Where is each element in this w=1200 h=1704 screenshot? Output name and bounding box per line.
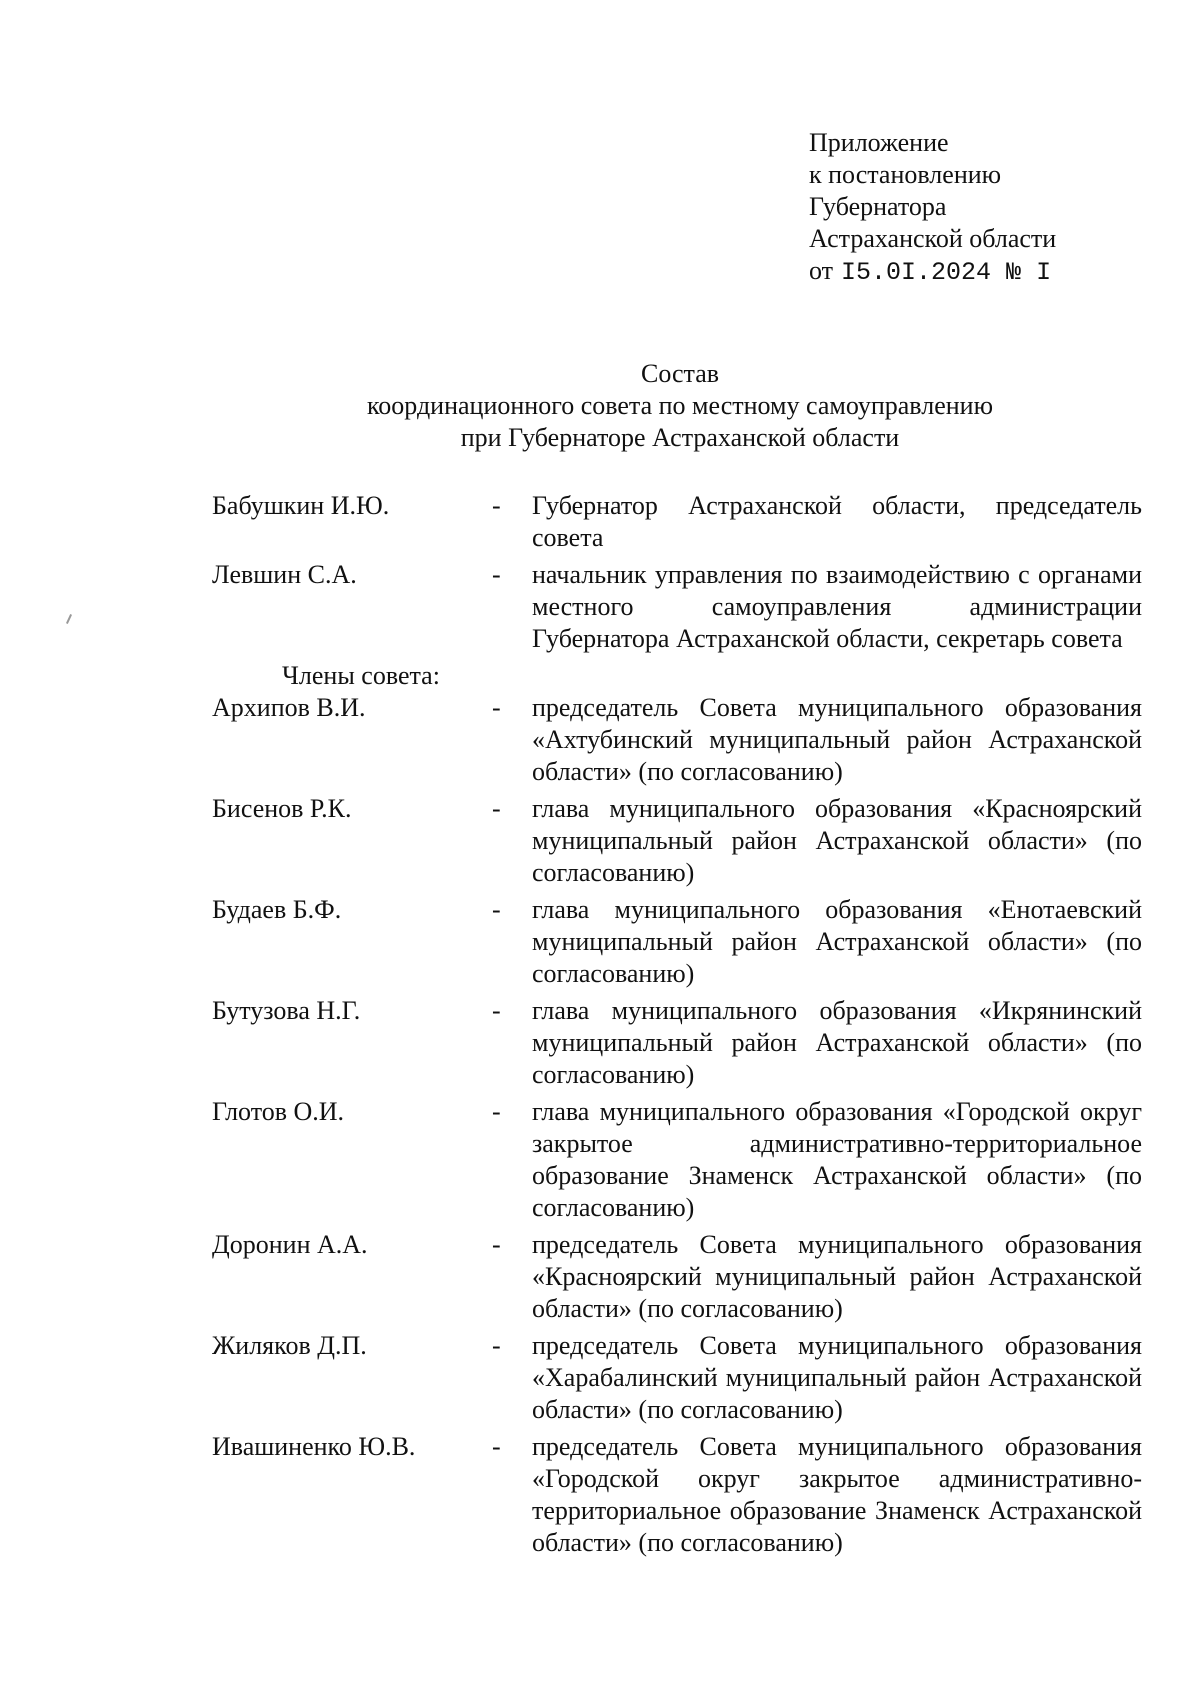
member-role: глава муниципального образования «Городской округ закрытое административно-территориальное образование Знаменск Астраханской области» (по согласованию) [532, 1097, 1142, 1222]
member-dash: - [492, 1097, 501, 1126]
title-line-3: при Губернаторе Астраханской области [460, 423, 900, 452]
member-name: Бутузова Н.Г. [212, 996, 361, 1025]
member-dash: - [492, 895, 501, 924]
member-role: Губернатор Астраханской области, председатель совета [532, 491, 1142, 552]
appendix-date-row [809, 255, 1169, 289]
member-role: глава муниципального образования «Икрянинский муниципальный район Астраханской области» (по согласованию) [532, 996, 1142, 1089]
member-dash: - [492, 1230, 501, 1259]
member-row [212, 692, 1142, 788]
appendix-line: Астраханской области [809, 224, 1057, 253]
date-prefix: от [809, 256, 834, 285]
appendix-line: Приложение [809, 128, 949, 157]
member-role: глава муниципального образования «Енотаевский муниципальный район Астраханской области» (по согласованию) [532, 895, 1142, 988]
member-name: Бисенов Р.К. [212, 794, 352, 823]
member-dash: - [492, 1331, 501, 1360]
appendix-block [809, 127, 1169, 289]
member-name: Левшин С.А. [212, 560, 357, 589]
title-line-2: координационного совета по местному самоуправлению [366, 391, 993, 420]
member-name: Доронин А.А. [212, 1230, 368, 1259]
date-stamp: I5.0I.2024 № I [841, 258, 1052, 287]
members-heading: Члены совета: [282, 661, 440, 690]
member-dash: - [492, 996, 501, 1025]
member-row [212, 1096, 1142, 1224]
member-role: председатель Совета муниципального образования «Ахтубинский муниципальный район Астраханской области» (по согласованию) [532, 693, 1142, 786]
member-row [212, 1431, 1142, 1559]
member-name: Ивашиненко Ю.В. [212, 1432, 416, 1461]
member-role: начальник управления по взаимодействию с органами местного самоуправления администрации Губернатора Астраханской области, секретарь совета [532, 560, 1142, 653]
appendix-line: Губернатора [809, 192, 947, 221]
member-role: председатель Совета муниципального образования «Харабалинский муниципальный район Астраханской области» (по согласованию) [532, 1331, 1142, 1424]
member-dash: - [492, 491, 501, 520]
title-line-1: Состав [640, 359, 720, 388]
members-list [212, 490, 1142, 1564]
member-dash: - [492, 693, 501, 722]
member-name: Глотов О.И. [212, 1097, 345, 1126]
member-dash: - [492, 1432, 501, 1461]
member-row [212, 1330, 1142, 1426]
member-row [212, 559, 1142, 655]
member-row [212, 793, 1142, 889]
member-name: Архипов В.И. [212, 693, 366, 722]
member-name: Жиляков Д.П. [212, 1331, 367, 1360]
member-dash: - [492, 560, 501, 589]
member-role: председатель Совета муниципального образования «Городской округ закрытое административно-территориальное образование Знаменск Астраханской области» (по согласованию) [532, 1432, 1142, 1557]
scan-mark [66, 614, 72, 624]
member-row [212, 894, 1142, 990]
member-name: Будаев Б.Ф. [212, 895, 342, 924]
member-role: председатель Совета муниципального образования «Красноярский муниципальный район Астраханской области» (по согласованию) [532, 1230, 1142, 1323]
appendix-line: к постановлению [809, 160, 1002, 189]
member-row [212, 490, 1142, 554]
member-name: Бабушкин И.Ю. [212, 491, 390, 520]
member-dash: - [492, 794, 501, 823]
member-role: глава муниципального образования «Красноярский муниципальный район Астраханской области» (по согласованию) [532, 794, 1142, 887]
document-title [0, 358, 1200, 454]
member-row [212, 1229, 1142, 1325]
member-row [212, 995, 1142, 1091]
